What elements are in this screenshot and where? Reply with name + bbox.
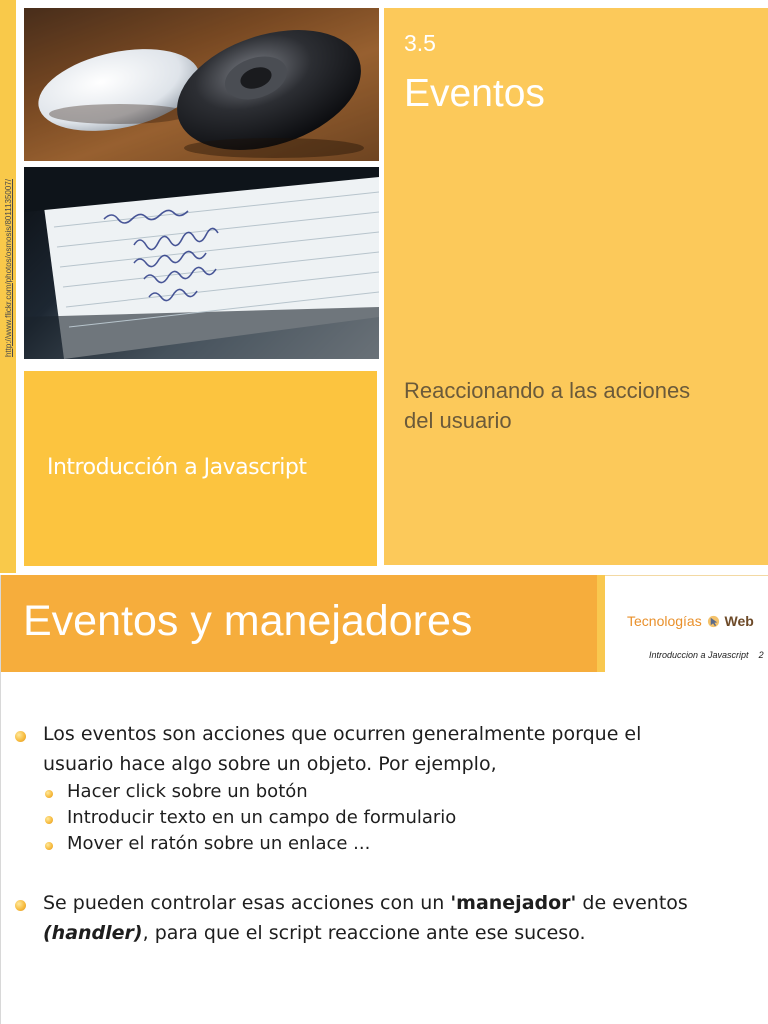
- bullet-1-line-2: usuario hace algo sobre un objeto. Por ejemplo,: [43, 753, 497, 775]
- bullet-dot-icon: [15, 731, 26, 742]
- sub-item-2: Introducir texto en un campo de formulario: [67, 807, 457, 828]
- tecnologias-web-logo: [627, 613, 754, 629]
- mouse-photo: [24, 8, 379, 161]
- section-number: 3.5: [404, 30, 436, 56]
- tablet-photo: [24, 167, 379, 359]
- heading-band-divider: [597, 575, 605, 672]
- slide-title: Eventos: [404, 72, 545, 115]
- bullet-2-line-2: [43, 918, 586, 948]
- slide-heading: Eventos y manejadores: [23, 597, 473, 645]
- sub-bullet-dot-icon: [45, 790, 53, 798]
- bullet-2-handler-term: (handler): [43, 922, 143, 944]
- tablet-illustration: [24, 167, 379, 359]
- bullet-2-text-c: , para que el script reaccione ante ese suceso.: [142, 922, 586, 944]
- sub-bullet-dot-icon: [45, 842, 53, 850]
- slide-subtitle: Reaccionando a las acciones del usuario: [404, 378, 691, 433]
- footer-text: Introduccion a Javascript: [649, 650, 749, 660]
- course-name: Introducción a Javascript: [47, 455, 307, 480]
- bullet-2-line-1: [43, 888, 688, 918]
- cursor-icon: [707, 615, 720, 628]
- sub-item-1: Hacer click sobre un botón: [67, 781, 308, 802]
- bullet-2-bold-term: 'manejador': [450, 892, 577, 914]
- logo-suffix: Web: [724, 613, 754, 629]
- content-slide: [0, 575, 768, 1024]
- slide-footer: [649, 650, 764, 660]
- photo-credit[interactable]: http://www.flickr.com/photos/osmosis/8011135007/: [4, 179, 13, 358]
- bullet-2-text-a: Se pueden controlar esas acciones con un: [43, 892, 451, 914]
- sub-bullet-dot-icon: [45, 816, 53, 824]
- bullet-1-line-1: Los eventos son acciones que ocurren generalmente porque el: [43, 723, 642, 745]
- bullet-dot-icon: [15, 900, 26, 911]
- mouse-illustration: [24, 8, 379, 161]
- logo-prefix: Tecnologías: [627, 613, 702, 629]
- page-number: 2: [758, 650, 764, 660]
- bullet-2-text-b: de eventos: [576, 892, 688, 914]
- sub-item-3: Mover el ratón sobre un enlace ...: [67, 833, 371, 854]
